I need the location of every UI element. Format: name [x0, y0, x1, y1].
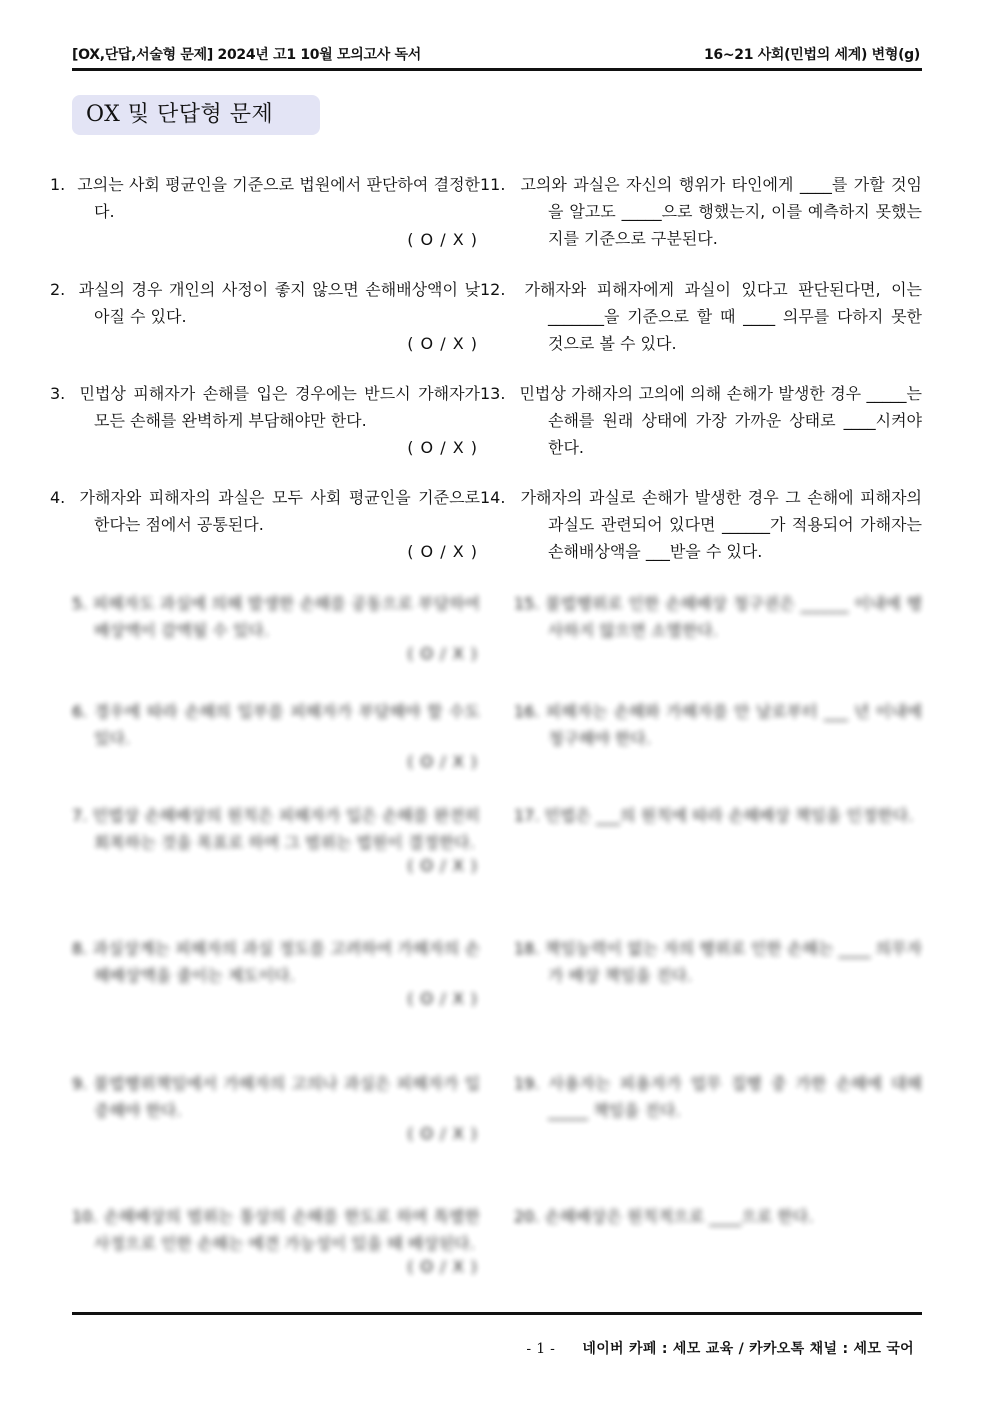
question-number: 10.: [72, 1207, 98, 1226]
ox-answer-10: ( O / X ): [407, 1257, 478, 1276]
header-subtitle: 16~21 사회(민법의 세계) 변형(g): [703, 47, 920, 63]
question-text: 가해자의 과실로 손해가 발생한 경우 그 손해에 피해자의 과실도 관련되어 있다면 ______가 적용되어 가해자는 손해배상액을 ___받을 수 있다.: [520, 488, 922, 561]
ox-answer-9: ( O / X ): [407, 1124, 478, 1143]
question-4: 4. 가해자와 피해자의 과실은 모두 사회 평균인을 기준으로 한다는 점에서 공통된다.: [50, 488, 480, 534]
ox-answer-2: ( O / X ): [407, 334, 478, 353]
question-text: 손해배상의 범위는 통상의 손해를 한도로 하며 특별한 사정으로 인한 손해는 예견 가능성이 있을 때 배상된다.: [94, 1207, 480, 1253]
page-number: - 1 -: [526, 1341, 556, 1357]
blurred-question-18: [514, 935, 922, 989]
question-text: 민법상 손해배상의 원칙은 피해자가 입은 손해를 완전히 회복하는 것을 목표로 하며 그 범위는 법원이 결정한다.: [92, 806, 480, 852]
question-text: 불법행위책임에서 가해자의 고의나 과실은 피해자가 입증해야 한다.: [93, 1074, 481, 1120]
question-text: 손해배상은 원칙적으로 ____으로 한다.: [544, 1207, 814, 1226]
question-3: 3. 민법상 피해자가 손해를 입은 경우에는 반드시 가해자가 모든 손해를 완벽하게 부담해야만 한다.: [50, 384, 480, 430]
question-1: 1. 고의는 사회 평균인을 기준으로 법원에서 판단하여 결정한다.: [50, 175, 480, 221]
blurred-question-16: [514, 698, 922, 752]
question-number: 17.: [514, 806, 540, 825]
page-header: [72, 44, 920, 66]
question-number: 5.: [72, 594, 88, 613]
ox-answer-3: ( O / X ): [407, 438, 478, 457]
question-number: 20.: [514, 1207, 540, 1226]
page-footer: [526, 1338, 914, 1358]
footer-divider: [72, 1312, 922, 1315]
question-text: 책임능력이 없는 자의 행위로 인한 손해는 ____ 의무자가 배상 책임을 진다.: [544, 939, 922, 985]
blurred-question-19: [514, 1070, 922, 1124]
blurred-question-7: [72, 802, 480, 875]
question-text: 사용자는 피용자가 업무 집행 중 가한 손해에 대해 _____ 책임을 진다.: [548, 1074, 922, 1120]
question-text: 가해자와 피해자에게 과실이 있다고 판단된다면, 이는 _______을 기준으로 할 때 ____ 의무를 다하지 못한 것으로 볼 수 있다.: [524, 280, 922, 353]
section-title: OX 및 단답형 문제: [72, 95, 320, 135]
question-text: 고의는 사회 평균인을 기준으로 법원에서 판단하여 결정한다.: [77, 175, 480, 221]
header-divider: [72, 68, 922, 71]
question-number: 6.: [72, 702, 88, 721]
question-number: 7.: [72, 806, 88, 825]
ox-answer-4: ( O / X ): [407, 542, 478, 561]
question-2: 2. 과실의 경우 개인의 사정이 좋지 않으면 손해배상액이 낮아질 수 있다.: [50, 280, 480, 326]
question-text: 불법행위로 인한 손해배상 청구권은 ______ 이내에 행사하지 않으면 소멸한다.: [545, 594, 922, 640]
blurred-question-6: [72, 698, 480, 771]
question-number: 15.: [514, 594, 540, 613]
question-13: 13. 민법상 가해자의 고의에 의해 손해가 발생한 경우 _____는 손해를 원래 상태에 가장 가까운 상태로 ____시켜야 한다.: [480, 384, 922, 457]
question-number: 9.: [72, 1074, 88, 1093]
question-text: 민법은 ___의 원칙에 따라 손해배상 책임을 인정한다.: [544, 806, 914, 825]
ox-answer-5: ( O / X ): [407, 644, 478, 663]
question-number: 18.: [514, 939, 540, 958]
question-number: 16.: [514, 702, 540, 721]
ox-answer-7: ( O / X ): [407, 856, 478, 875]
question-number: 19.: [514, 1074, 540, 1093]
footer-credit: 네이버 카페 : 세모 교육 / 카카오톡 채널 : 세모 국어: [582, 1341, 914, 1357]
question-text: 고의와 과실은 자신의 행위가 타인에게 ____를 가할 것임을 알고도 _____으로 행했는지, 이를 예측하지 못했는지를 기준으로 구분된다.: [520, 175, 922, 248]
blurred-question-8: [72, 935, 480, 1008]
blurred-question-5: [72, 590, 480, 663]
blurred-question-15: [514, 590, 922, 644]
question-text: 피해자는 손해와 가해자를 안 날로부터 ___ 년 이내에 청구해야 한다.: [545, 702, 922, 748]
blurred-question-10: [72, 1203, 480, 1276]
question-text: 과실상계는 피해자의 과실 정도를 고려하여 가해자의 손해배상액을 줄이는 제도이다.: [92, 939, 480, 985]
ox-answer-1: ( O / X ): [407, 230, 478, 249]
question-text: 과실의 경우 개인의 사정이 좋지 않으면 손해배상액이 낮아질 수 있다.: [78, 280, 480, 326]
blurred-question-20: [514, 1203, 922, 1230]
ox-answer-8: ( O / X ): [407, 989, 478, 1008]
question-text: 민법상 피해자가 손해를 입은 경우에는 반드시 가해자가 모든 손해를 완벽하게 부담해야만 한다.: [79, 384, 480, 430]
question-text: 민법상 가해자의 고의에 의해 손해가 발생한 경우 _____는 손해를 원래 상태에 가장 가까운 상태로 ____시켜야 한다.: [519, 384, 922, 457]
question-text: 가해자와 피해자의 과실은 모두 사회 평균인을 기준으로 한다는 점에서 공통된다.: [79, 488, 480, 534]
question-number: 8.: [72, 939, 88, 958]
header-title: [OX,단답,서술형 문제] 2024년 고1 10월 모의고사 독서: [72, 47, 421, 63]
blurred-question-17: [514, 802, 922, 829]
question-text: 경우에 따라 손해의 일부를 피해자가 부담해야 할 수도 있다.: [93, 702, 480, 748]
question-14: 14. 가해자의 과실로 손해가 발생한 경우 그 손해에 피해자의 과실도 관련되어 있다면 ______가 적용되어 가해자는 손해배상액을 ___받을 수 있다.: [480, 488, 922, 561]
question-text: 피해자도 과실에 의해 발생한 손해를 공동으로 부담하여 배상액이 감액될 수 있다.: [92, 594, 480, 640]
question-11: 11. 고의와 과실은 자신의 행위가 타인에게 ____를 가할 것임을 알고도 _____으로 행했는지, 이를 예측하지 못했는지를 기준으로 구분된다.: [480, 175, 922, 248]
blurred-question-9: [72, 1070, 480, 1143]
ox-answer-6: ( O / X ): [407, 752, 478, 771]
question-12: 12. 가해자와 피해자에게 과실이 있다고 판단된다면, 이는 _______을 기준으로 할 때 ____ 의무를 다하지 못한 것으로 볼 수 있다.: [480, 280, 922, 353]
